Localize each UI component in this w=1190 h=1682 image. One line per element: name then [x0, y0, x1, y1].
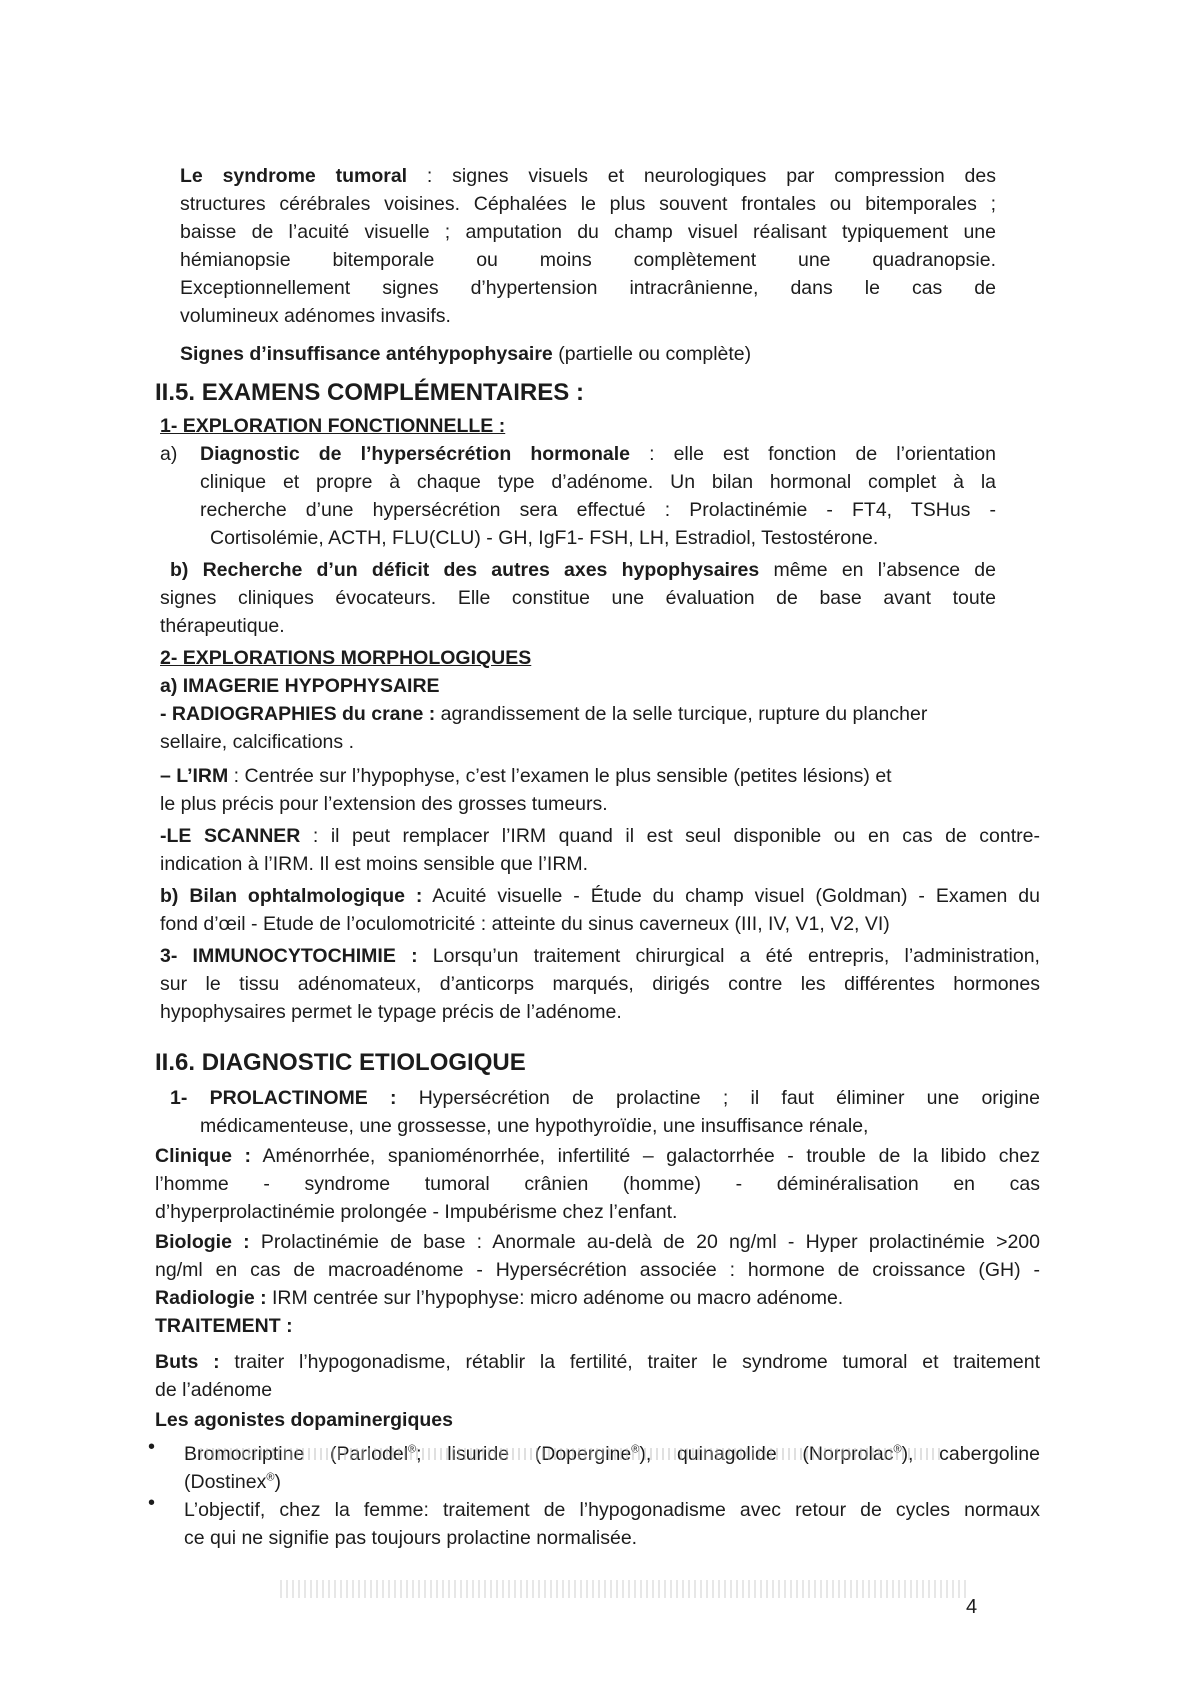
bold-term: Buts :	[155, 1351, 220, 1373]
bold-term: Biologie :	[155, 1231, 250, 1253]
radiologie-line: Radiologie : IRM centrée sur l’hypophyse: micro adénome ou macro adénome.	[155, 1287, 844, 1309]
bold-term: Radiologie :	[155, 1287, 267, 1309]
traitement-heading: TRAITEMENT :	[155, 1315, 293, 1337]
bold-term: b) Bilan ophtalmologique :	[160, 885, 423, 907]
bullet-dot: •	[148, 1436, 156, 1458]
bold-term: Le syndrome tumoral	[180, 165, 408, 187]
irm-paragraph: – L’IRM : Centrée sur l’hypophyse, c’est l’examen le plus sensible (petites lésions) et le plus précis pour l’extension des grosses tumeurs.	[160, 765, 892, 815]
subheading-explorations-morphologiques: 2- EXPLORATIONS MORPHOLOGIQUES	[160, 647, 532, 669]
page-number: 4	[966, 1596, 978, 1618]
item-a-paragraph: Diagnostic de l’hypersécrétion hormonale : elle est fonction de l’orientation clinique et propre à chaque type d’adénome. Un bilan hormonal complet à la recherche d’une hypersécrétion sera effectué : Prolactinémie - FT4, TSHus - Cortisolémie, ACTH, FLU(CLU) - GH, IgF1- FSH, LH, Estradiol, Testostérone.	[200, 443, 996, 549]
bold-term: – L’IRM	[160, 765, 229, 787]
bold-term: -LE SCANNER	[160, 825, 301, 847]
scan-noise	[200, 1448, 940, 1460]
bullet-item-objectif: L’objectif, chez la femme: traitement de l’hypogonadisme avec retour de cycles normaux ce qui ne signifie pas toujours prolactine normalisée.	[184, 1499, 1040, 1549]
section-heading-ii5: II.5. EXAMENS COMPLÉMENTAIRES :	[155, 379, 584, 406]
bullet-item-bromocriptine: Bromocriptine (Parlodel®; lisuride (Dopergine®), quinagolide (Norprolac®), cabergoline (Dostinex®)	[184, 1443, 1040, 1493]
bold-term: Clinique :	[155, 1145, 252, 1167]
bold-term: b) Recherche d’un déficit des autres axes hypophysaires	[170, 559, 760, 581]
bold-term: 1- PROLACTINOME :	[170, 1087, 397, 1109]
insuffisance-line: Signes d’insuffisance antéhypophysaire (partielle ou complète)	[180, 343, 752, 365]
clinique-paragraph: Clinique : Aménorrhée, spanioménorrhée, infertilité – galactorrhée - trouble de la libido chez l’homme - syndrome tumoral crânien (homme) - déminéralisation en cas d’hyperprolactinémie prolongée - Impubérisme chez l’enfant.	[155, 1145, 1040, 1223]
scan-noise	[280, 1580, 970, 1598]
subheading-exploration-fonctionnelle: 1- EXPLORATION FONCTIONNELLE :	[160, 415, 506, 437]
immunocytochimie-paragraph: 3- IMMUNOCYTOCHIMIE : Lorsqu’un traitement chirurgical a été entrepris, l’administration, sur le tissu adénomateux, d’anticorps marqués, dirigés contre les différentes hormones hypophysaires permet le typage précis de l’adénome.	[160, 945, 1040, 1023]
bilan-ophtalmologique-paragraph: b) Bilan ophtalmologique : Acuité visuelle - Étude du champ visuel (Goldman) - Examen du fond d’œil - Etude de l’oculomotricité : atteinte du sinus caverneux (III, IV, V1, V2, VI)	[160, 885, 1040, 935]
section-heading-ii6: II.6. DIAGNOSTIC ETIOLOGIQUE	[155, 1049, 526, 1076]
scanner-paragraph: -LE SCANNER : il peut remplacer l’IRM quand il est seul disponible ou en cas de contre- indication à l’IRM. Il est moins sensible que l’IRM.	[160, 825, 1040, 875]
item-b-paragraph: b) Recherche d’un déficit des autres axes hypophysaires même en l’absence de signes cliniques évocateurs. Elle constitue une évaluation de base avant toute thérapeutique.	[160, 559, 996, 637]
agonistes-heading: Les agonistes dopaminergiques	[155, 1409, 453, 1431]
item-a-label: a)	[160, 443, 178, 465]
bold-term: Signes d’insuffisance antéhypophysaire	[180, 343, 553, 365]
bold-term: 3- IMMUNOCYTOCHIMIE :	[160, 945, 418, 967]
radiographies-paragraph: - RADIOGRAPHIES du crane : agrandissement de la selle turcique, rupture du plancher sellaire, calcifications .	[160, 703, 928, 753]
syndrome-tumoral-paragraph: Le syndrome tumoral : signes visuels et neurologiques par compression des structures cérébrales voisines. Céphalées le plus souvent frontales ou bitemporales ; baisse de l’acuité visuelle ; amputation du champ visuel réalisant typiquement une hémianopsie bitemporale ou moins complètement une quadranopsie. Exceptionnellement signes d’hypertension intracrânienne, dans le cas de volumineux adénomes invasifs.	[180, 165, 996, 327]
bold-term: Diagnostic de l’hypersécrétion hormonale	[200, 443, 630, 465]
subheading-imagerie: a) IMAGERIE HYPOPHYSAIRE	[160, 675, 440, 697]
buts-paragraph: Buts : traiter l’hypogonadisme, rétablir la fertilité, traiter le syndrome tumoral et traitement de l’adénome	[155, 1351, 1040, 1401]
prolactinome-paragraph: 1- PROLACTINOME : Hypersécrétion de prolactine ; il faut éliminer une origine médicamenteuse, une grossesse, une hypothyroïdie, une insuffisance rénale,	[170, 1087, 1040, 1137]
bold-term: - RADIOGRAPHIES du crane :	[160, 703, 436, 725]
bullet-dot: •	[148, 1492, 156, 1514]
biologie-paragraph: Biologie : Prolactinémie de base : Anormale au-delà de 20 ng/ml - Hyper prolactinémie >200 ng/ml en cas de macroadénome - Hypersécrétion associée : hormone de croissance (GH) -	[155, 1231, 1040, 1281]
